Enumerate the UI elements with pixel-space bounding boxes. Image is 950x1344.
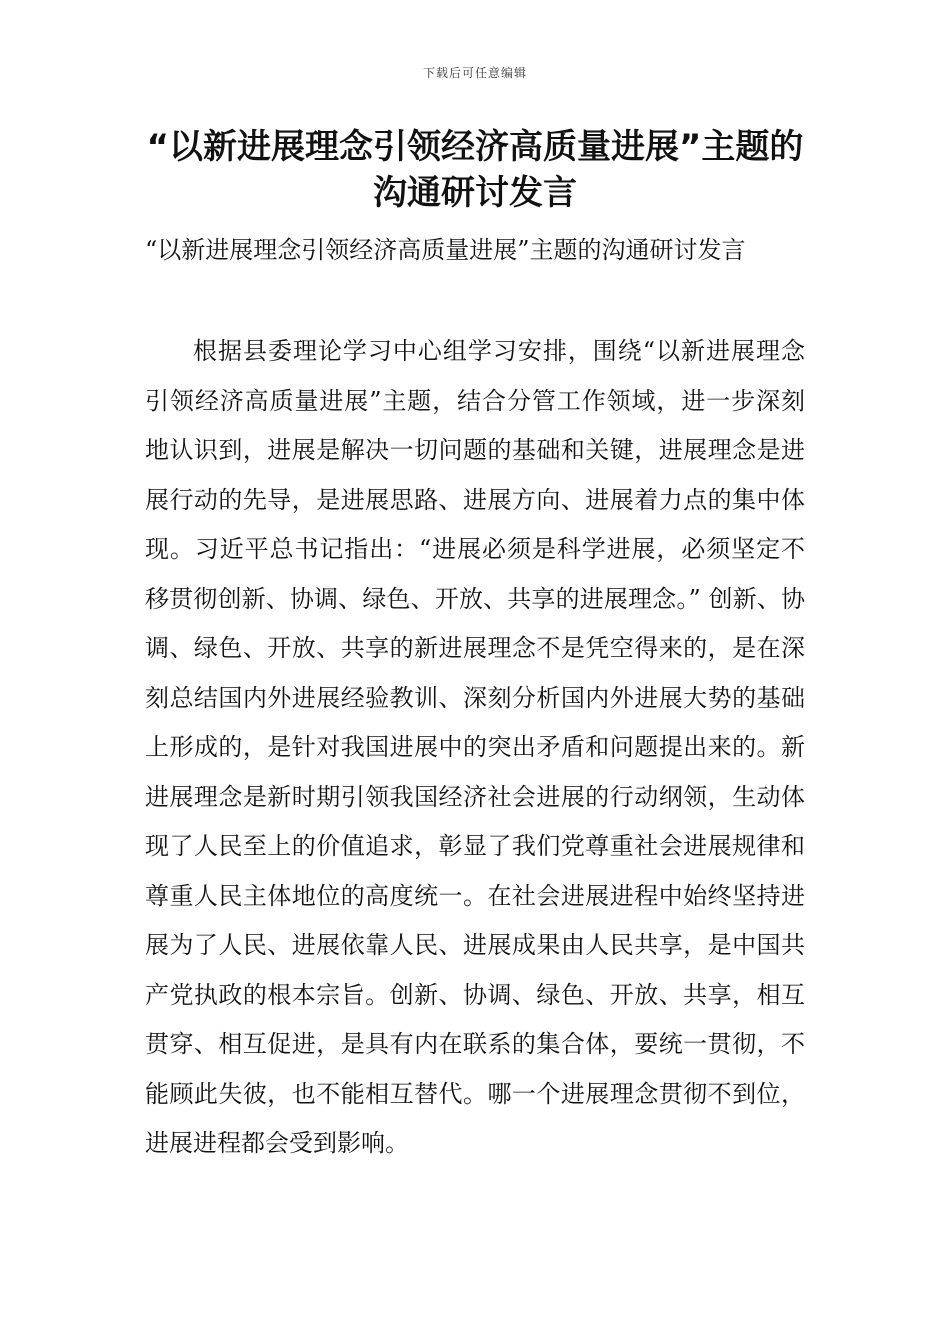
document-title: “以新进展理念引领经济高质量进展”主题的沟通研讨发言 bbox=[146, 127, 804, 213]
body-paragraph: 根据县委理论学习中心组学习安排，围绕“以新进展理念引领经济高质量进展”主题，结合分管工作领域，进一步深刻地认识到，进展是解决一切问题的基础和关键，进展理念是进展行动的先导，是进展思路、进展方向、进展着力点的集中体现。习近平总书记指出：“进展必须是科学进展，必须坚定不移贯彻创新、协调、绿色、开放、共享的进展理念。” 创新、协调、绿色、开放、共享的新进展理念不是凭空得来的，是在深刻总结国内外进展经验教训、深刻分析国内外进展大势的基础上形成的，是针对我国进展中的突出矛盾和问题提出来的。新进展理念是新时期引领我国经济社会进展的行动纲领，生动体现了人民至上的价值追求，彰显了我们党尊重社会进展规律和尊重人民主体地位的高度统一。在社会进展进程中始终坚持进展为了人民、进展依靠人民、进展成果由人民共享，是中国共产党执政的根本宗旨。创新、协调、绿色、开放、共享，相互贯穿、相互促进，是具有内在联系的集合体，要统一贯彻，不能顾此失彼，也不能相互替代。哪一个进展理念贯彻不到位，进展进程都会受到影响。 bbox=[145, 337, 805, 1157]
document-subtitle: “以新进展理念引领经济高质量进展”主题的沟通研讨发言 bbox=[145, 236, 746, 264]
header-note: 下载后可任意编辑 bbox=[422, 66, 527, 80]
